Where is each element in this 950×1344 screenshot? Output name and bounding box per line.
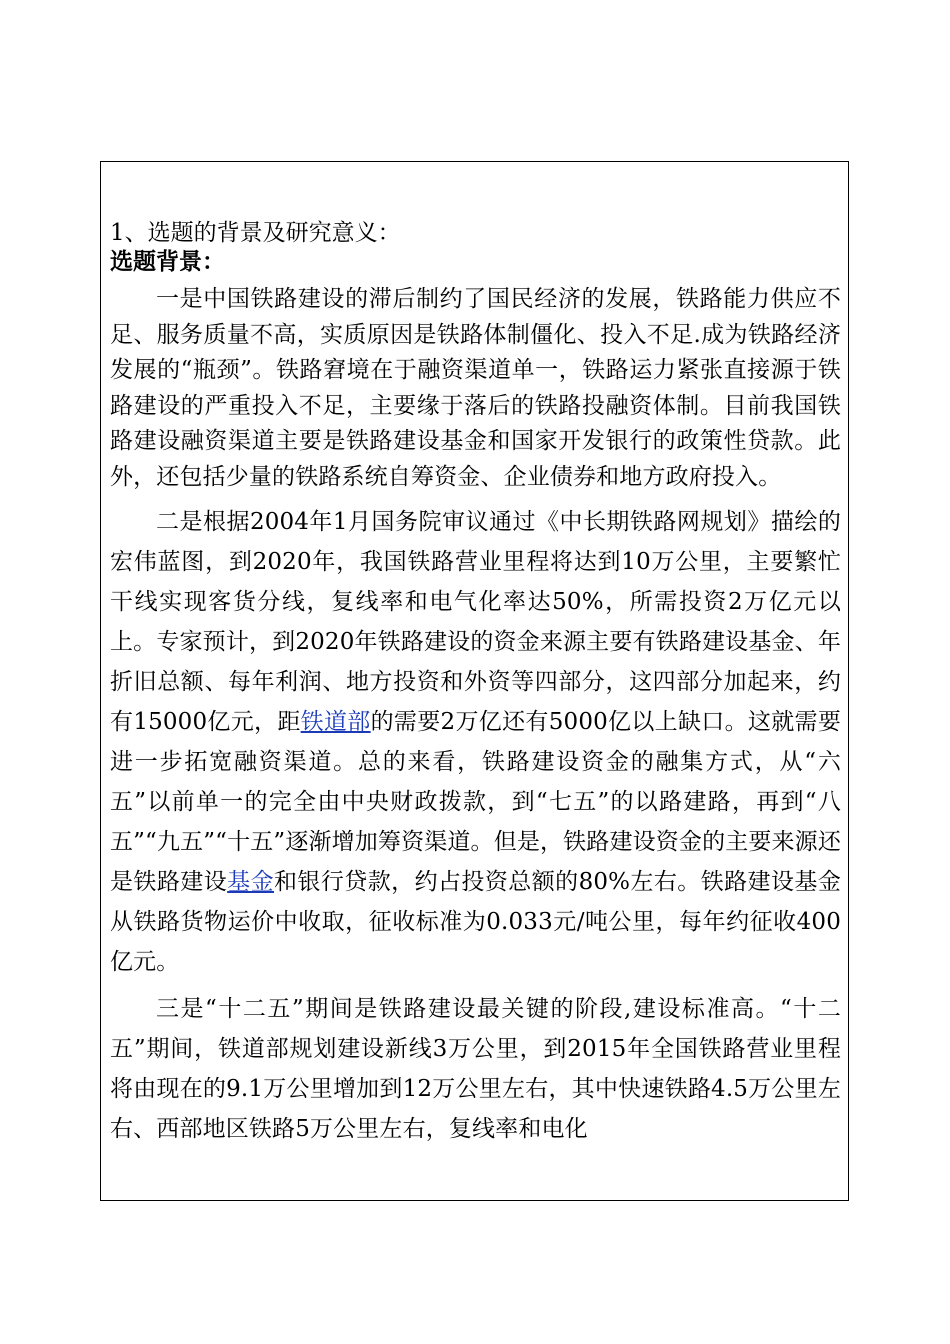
paragraph-1: 一是中国铁路建设的滞后制约了国民经济的发展，铁路能力供应不足、服务质量不高，实质原因是铁路体制僵化、投入不足.成为铁路经济发展的“瓶颈”。铁路窘境在于融资渠道单一，铁路运力紧张直接源于铁路建设的严重投入不足，主要缘于落后的铁路投融资体制。目前我国铁路建设融资渠道主要是铁路建设基金和国家开发银行的政策性贷款。此外，还包括少量的铁路系统自筹资金、企业债券和地方政府投入。 [110, 286, 841, 490]
paragraph-3: 三是“十二五”期间是铁路建设最关键的阶段,建设标准高。“十二五”期间，铁道部规划建设新线3万公里，到2015年全国铁路营业里程将由现在的9.1万公里增加到12万公里左右，其中快速铁路4.5万公里左右、西部地区铁路5万公里左右，复线率和电化 [110, 996, 841, 1142]
paragraph-2 [110, 502, 841, 982]
paragraph-2-part-b: 的需要2万亿还有5000亿以上缺口。这就需要进一步拓宽融资渠道。总的来看，铁路建设资金的融集方式，从“六五”以前单一的完全由中央财政拨款，到“七五”的以路建路，再到“八五”“九五”“十五”逐渐增加筹资渠道。但是，铁路建设资金的主要来源还是铁路建设 [110, 709, 842, 895]
fund-link[interactable]: 基金 [227, 869, 274, 895]
section-heading: 1、选题的背景及研究意义： [110, 220, 401, 246]
document-content [110, 218, 841, 1156]
document-frame [100, 161, 849, 1201]
paragraph-2-part-a: 二是根据2004年1月国务院审议通过《中长期铁路网规划》描绘的宏伟蓝图，到2020年，我国铁路营业里程将达到10万公里，主要繁忙干线实现客货分线，复线率和电气化率达50%，所需投资2万亿元以上。专家预计，到2020年铁路建设的资金来源主要有铁路建设基金、年折旧总额、每年利润、地方投资和外资等四部分，这四部分加起来，约有15000亿元，距 [110, 509, 841, 735]
sub-heading: 选题背景： [110, 248, 225, 275]
paragraph-2-part-c: 和银行贷款，约占投资总额的80%左右。铁路建设基金从铁路货物运价中收取，征收标准为0.033元/吨公里，每年约征收400亿元。 [110, 869, 841, 975]
railway-ministry-link[interactable]: 铁道部 [300, 709, 371, 735]
